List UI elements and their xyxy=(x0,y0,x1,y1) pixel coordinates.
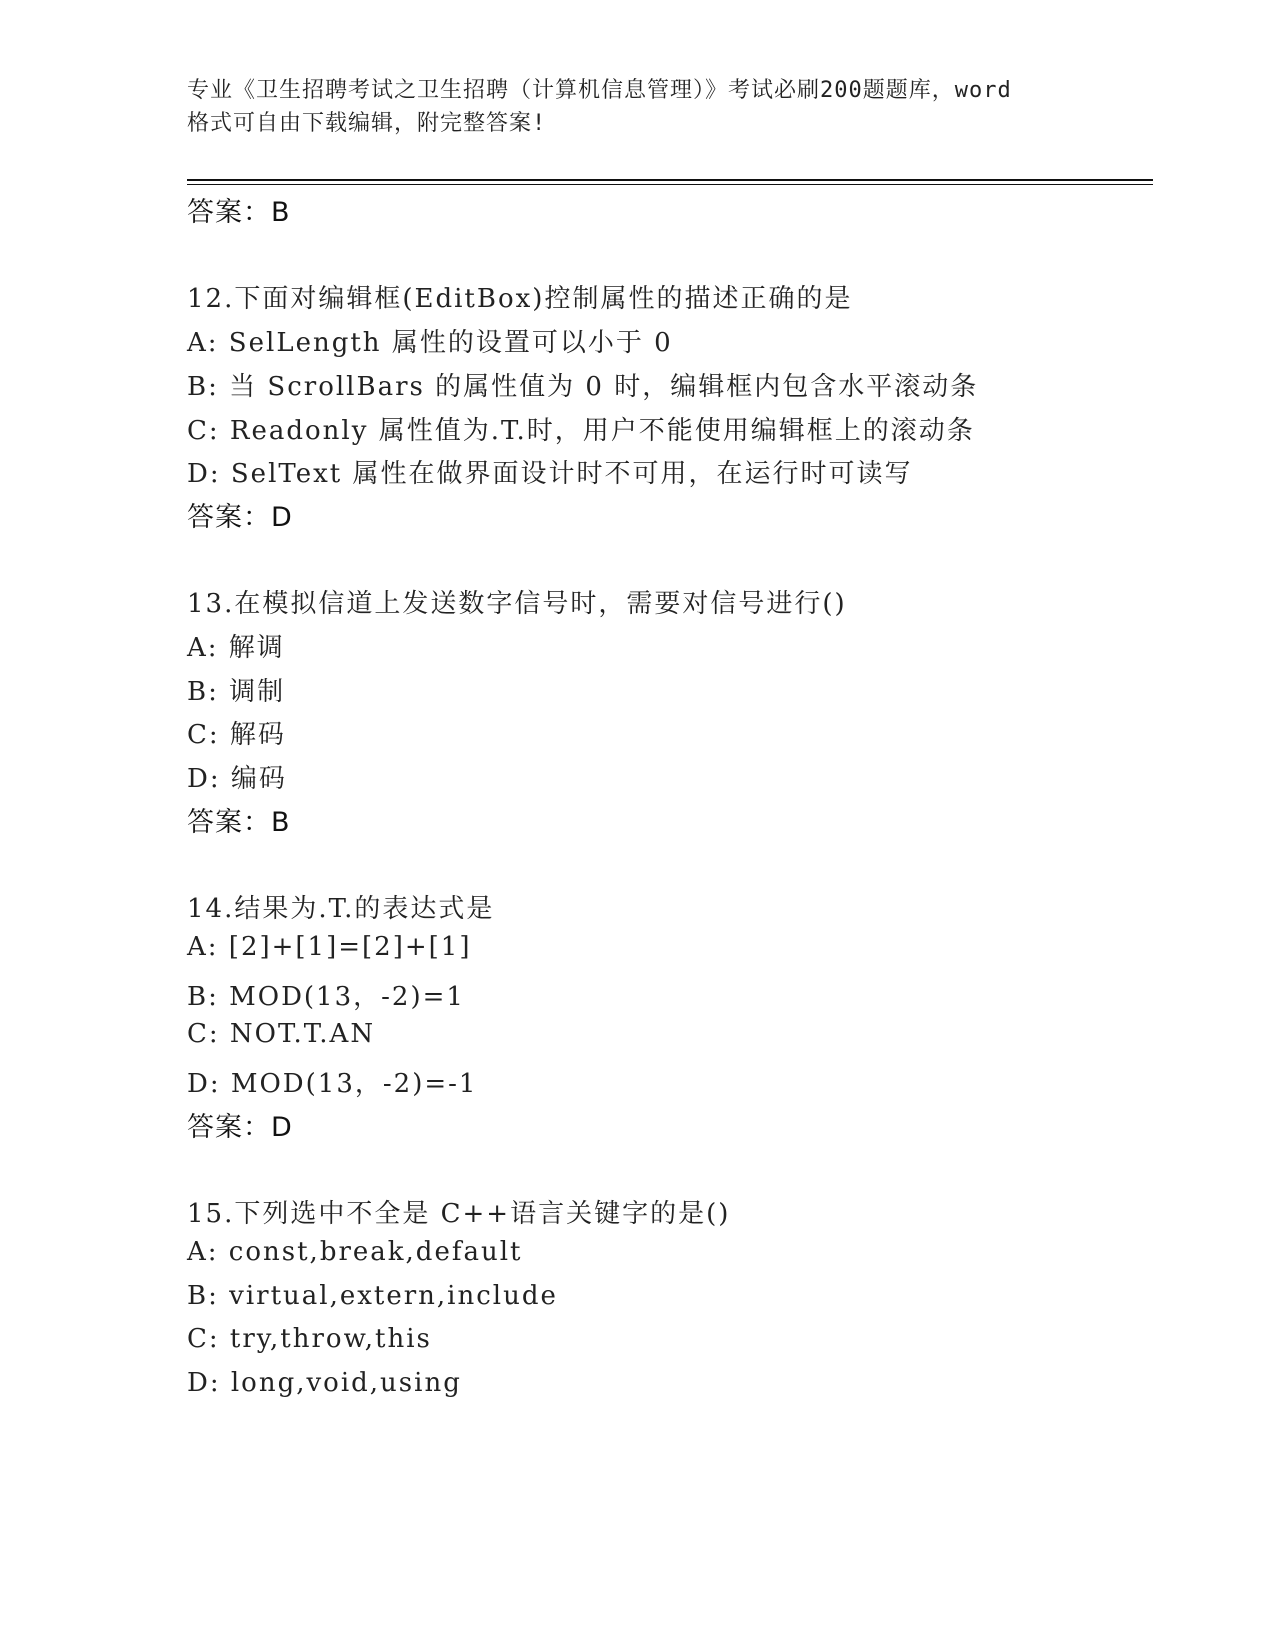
question-15-option-b: B: virtual,extern,include xyxy=(187,1281,558,1311)
question-14-option-c: C: NOT.T.AN xyxy=(187,1019,376,1049)
header-line-1: 专业《卫生招聘考试之卫生招聘（计算机信息管理）》考试必刷200题题库，word xyxy=(187,78,1012,103)
question-14-option-d: D: MOD(13，-2)=-1 xyxy=(187,1069,478,1099)
question-15-text: 15.下列选中不全是 C++语言关键字的是() xyxy=(187,1199,731,1229)
question-13-text: 13.在模拟信道上发送数字信号时，需要对信号进行() xyxy=(187,589,847,619)
question-14-text: 14.结果为.T.的表达式是 xyxy=(187,894,495,924)
header-divider-thick xyxy=(187,179,1153,181)
question-12-option-a: A: SelLength 属性的设置可以小于 0 xyxy=(187,328,673,358)
question-15-option-c: C: try,throw,this xyxy=(187,1324,432,1354)
question-15-option-d: D: long,void,using xyxy=(187,1368,462,1398)
question-12-option-d: D: SelText 属性在做界面设计时不可用，在运行时可读写 xyxy=(187,459,913,489)
question-13-option-a: A: 解调 xyxy=(187,633,285,663)
question-14-option-b: B: MOD(13，-2)=1 xyxy=(187,982,465,1012)
question-14-answer: 答案：D xyxy=(187,1112,293,1143)
question-14-option-a: A: [2]+[1]=[2]+[1] xyxy=(187,932,472,962)
question-12-text: 12.下面对编辑框(EditBox)控制属性的描述正确的是 xyxy=(187,284,853,314)
question-12-option-b: B: 当 ScrollBars 的属性值为 0 时，编辑框内包含水平滚动条 xyxy=(187,372,979,402)
previous-answer: 答案：B xyxy=(187,197,291,228)
question-12-option-c: C: Readonly 属性值为.T.时，用户不能使用编辑框上的滚动条 xyxy=(187,416,975,446)
question-13-answer: 答案：B xyxy=(187,807,291,838)
question-13-option-c: C: 解码 xyxy=(187,720,286,750)
question-12-answer: 答案：D xyxy=(187,502,293,533)
question-13-option-d: D: 编码 xyxy=(187,764,287,794)
question-15-option-a: A: const,break,default xyxy=(187,1237,523,1267)
header-divider-thin xyxy=(187,184,1153,185)
header-line-2: 格式可自由下载编辑，附完整答案! xyxy=(187,111,547,136)
document-header xyxy=(187,74,1107,140)
question-13-option-b: B: 调制 xyxy=(187,677,286,707)
